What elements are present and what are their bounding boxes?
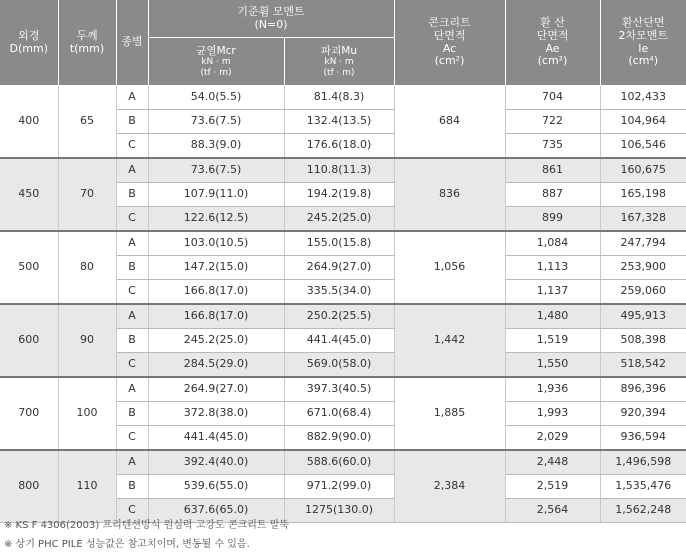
- header-diameter: 외경 D(mm): [0, 0, 58, 86]
- concrete-area-cell: 2,384: [394, 450, 505, 523]
- type-cell: B: [116, 256, 148, 280]
- diameter-cell: 500: [0, 231, 58, 304]
- type-cell: B: [116, 110, 148, 134]
- break-moment-cell: 397.3(40.5): [284, 377, 394, 402]
- diameter-cell: 800: [0, 450, 58, 523]
- footnotes: [4, 516, 289, 554]
- table-row: [0, 231, 686, 256]
- converted-moment-cell: 165,198: [600, 183, 686, 207]
- type-cell: A: [116, 86, 148, 110]
- crack-moment-cell: 539.6(55.0): [148, 475, 284, 499]
- converted-moment-cell: 495,913: [600, 304, 686, 329]
- converted-area-cell: 2,519: [505, 475, 600, 499]
- break-moment-cell: 155.0(15.8): [284, 231, 394, 256]
- thickness-cell: 100: [58, 377, 116, 450]
- converted-area-cell: 899: [505, 207, 600, 232]
- crack-moment-cell: 107.9(11.0): [148, 183, 284, 207]
- converted-area-cell: 1,993: [505, 402, 600, 426]
- type-cell: A: [116, 231, 148, 256]
- crack-moment-cell: 166.8(17.0): [148, 280, 284, 305]
- type-cell: C: [116, 280, 148, 305]
- header-converted-moment: 환산단면 2차모멘트 Ie (cm⁴): [600, 0, 686, 86]
- crack-moment-cell: 284.5(29.0): [148, 353, 284, 378]
- break-moment-cell: 245.2(25.0): [284, 207, 394, 232]
- break-moment-cell: 81.4(8.3): [284, 86, 394, 110]
- converted-area-cell: 1,519: [505, 329, 600, 353]
- converted-area-cell: 887: [505, 183, 600, 207]
- type-cell: A: [116, 450, 148, 475]
- header-crack-moment: 균열Mcr kN · m (tf · m): [148, 38, 284, 86]
- break-moment-cell: 176.6(18.0): [284, 134, 394, 159]
- converted-area-cell: 861: [505, 158, 600, 183]
- break-moment-cell: 1275(130.0): [284, 499, 394, 523]
- converted-moment-cell: 508,398: [600, 329, 686, 353]
- crack-moment-cell: 245.2(25.0): [148, 329, 284, 353]
- break-moment-cell: 671.0(68.4): [284, 402, 394, 426]
- thickness-cell: 80: [58, 231, 116, 304]
- break-moment-cell: 132.4(13.5): [284, 110, 394, 134]
- concrete-area-cell: 1,056: [394, 231, 505, 304]
- break-moment-cell: 971.2(99.0): [284, 475, 394, 499]
- concrete-area-cell: 1,885: [394, 377, 505, 450]
- converted-moment-cell: 102,433: [600, 86, 686, 110]
- table-row: [0, 377, 686, 402]
- footnote: ※ KS F 4306(2003) 프리텐션방식 원심력 고강도 콘크리트 말뚝: [4, 520, 290, 531]
- converted-area-cell: 1,480: [505, 304, 600, 329]
- break-moment-cell: 588.6(60.0): [284, 450, 394, 475]
- type-cell: A: [116, 304, 148, 329]
- diameter-cell: 600: [0, 304, 58, 377]
- converted-moment-cell: 247,794: [600, 231, 686, 256]
- diameter-cell: 400: [0, 86, 58, 159]
- concrete-area-cell: 1,442: [394, 304, 505, 377]
- table-row: [0, 304, 686, 329]
- converted-area-cell: 2,029: [505, 426, 600, 451]
- table-row: [0, 86, 686, 110]
- header-break-moment: 파괴Mu kN · m (tf · m): [284, 38, 394, 86]
- header-thickness: 두께 t(mm): [58, 0, 116, 86]
- crack-moment-cell: 88.3(9.0): [148, 134, 284, 159]
- type-cell: A: [116, 158, 148, 183]
- crack-moment-cell: 637.6(65.0): [148, 499, 284, 523]
- crack-moment-cell: 73.6(7.5): [148, 158, 284, 183]
- crack-moment-cell: 166.8(17.0): [148, 304, 284, 329]
- type-cell: C: [116, 499, 148, 523]
- diameter-cell: 700: [0, 377, 58, 450]
- header-moment-group: 기준휨 모멘트 (N=0): [148, 0, 394, 38]
- break-moment-cell: 569.0(58.0): [284, 353, 394, 378]
- crack-moment-cell: 264.9(27.0): [148, 377, 284, 402]
- converted-moment-cell: 160,675: [600, 158, 686, 183]
- crack-moment-cell: 392.4(40.0): [148, 450, 284, 475]
- converted-area-cell: 735: [505, 134, 600, 159]
- converted-moment-cell: 896,396: [600, 377, 686, 402]
- table-row: [0, 158, 686, 183]
- pile-spec-body: [0, 86, 686, 523]
- converted-area-cell: 1,936: [505, 377, 600, 402]
- break-moment-cell: 250.2(25.5): [284, 304, 394, 329]
- converted-area-cell: 1,550: [505, 353, 600, 378]
- thickness-cell: 70: [58, 158, 116, 231]
- thickness-cell: 65: [58, 86, 116, 159]
- type-cell: C: [116, 426, 148, 451]
- break-moment-cell: 194.2(19.8): [284, 183, 394, 207]
- converted-moment-cell: 167,328: [600, 207, 686, 232]
- converted-area-cell: 1,084: [505, 231, 600, 256]
- converted-area-cell: 2,564: [505, 499, 600, 523]
- break-moment-cell: 882.9(90.0): [284, 426, 394, 451]
- diameter-cell: 450: [0, 158, 58, 231]
- converted-moment-cell: 518,542: [600, 353, 686, 378]
- type-cell: C: [116, 134, 148, 159]
- converted-moment-cell: 1,496,598: [600, 450, 686, 475]
- break-moment-cell: 110.8(11.3): [284, 158, 394, 183]
- header-type: 종별: [116, 0, 148, 86]
- crack-moment-cell: 147.2(15.0): [148, 256, 284, 280]
- header-converted-area: 환 산 단면적 Ae (cm²): [505, 0, 600, 86]
- crack-moment-cell: 73.6(7.5): [148, 110, 284, 134]
- type-cell: B: [116, 329, 148, 353]
- thickness-cell: 110: [58, 450, 116, 523]
- converted-moment-cell: 920,394: [600, 402, 686, 426]
- converted-moment-cell: 259,060: [600, 280, 686, 305]
- converted-area-cell: 1,113: [505, 256, 600, 280]
- break-moment-cell: 335.5(34.0): [284, 280, 394, 305]
- converted-moment-cell: 1,535,476: [600, 475, 686, 499]
- converted-area-cell: 722: [505, 110, 600, 134]
- type-cell: C: [116, 207, 148, 232]
- crack-moment-cell: 54.0(5.5): [148, 86, 284, 110]
- concrete-area-cell: 836: [394, 158, 505, 231]
- crack-moment-cell: 372.8(38.0): [148, 402, 284, 426]
- type-cell: B: [116, 183, 148, 207]
- thickness-cell: 90: [58, 304, 116, 377]
- converted-moment-cell: 106,546: [600, 134, 686, 159]
- concrete-area-cell: 684: [394, 86, 505, 159]
- crack-moment-cell: 103.0(10.5): [148, 231, 284, 256]
- footnote: ※ 상기 PHC PILE 성능값은 참고치이며, 변동될 수 있음.: [4, 539, 250, 550]
- type-cell: A: [116, 377, 148, 402]
- type-cell: B: [116, 475, 148, 499]
- crack-moment-cell: 441.4(45.0): [148, 426, 284, 451]
- converted-area-cell: 1,137: [505, 280, 600, 305]
- type-cell: C: [116, 353, 148, 378]
- converted-moment-cell: 253,900: [600, 256, 686, 280]
- converted-moment-cell: 104,964: [600, 110, 686, 134]
- converted-moment-cell: 1,562,248: [600, 499, 686, 523]
- header-concrete-area: 콘크리트 단면적 Ac (cm²): [394, 0, 505, 86]
- crack-moment-cell: 122.6(12.5): [148, 207, 284, 232]
- converted-area-cell: 2,448: [505, 450, 600, 475]
- type-cell: B: [116, 402, 148, 426]
- break-moment-cell: 264.9(27.0): [284, 256, 394, 280]
- break-moment-cell: 441.4(45.0): [284, 329, 394, 353]
- converted-moment-cell: 936,594: [600, 426, 686, 451]
- table-row: [0, 450, 686, 475]
- converted-area-cell: 704: [505, 86, 600, 110]
